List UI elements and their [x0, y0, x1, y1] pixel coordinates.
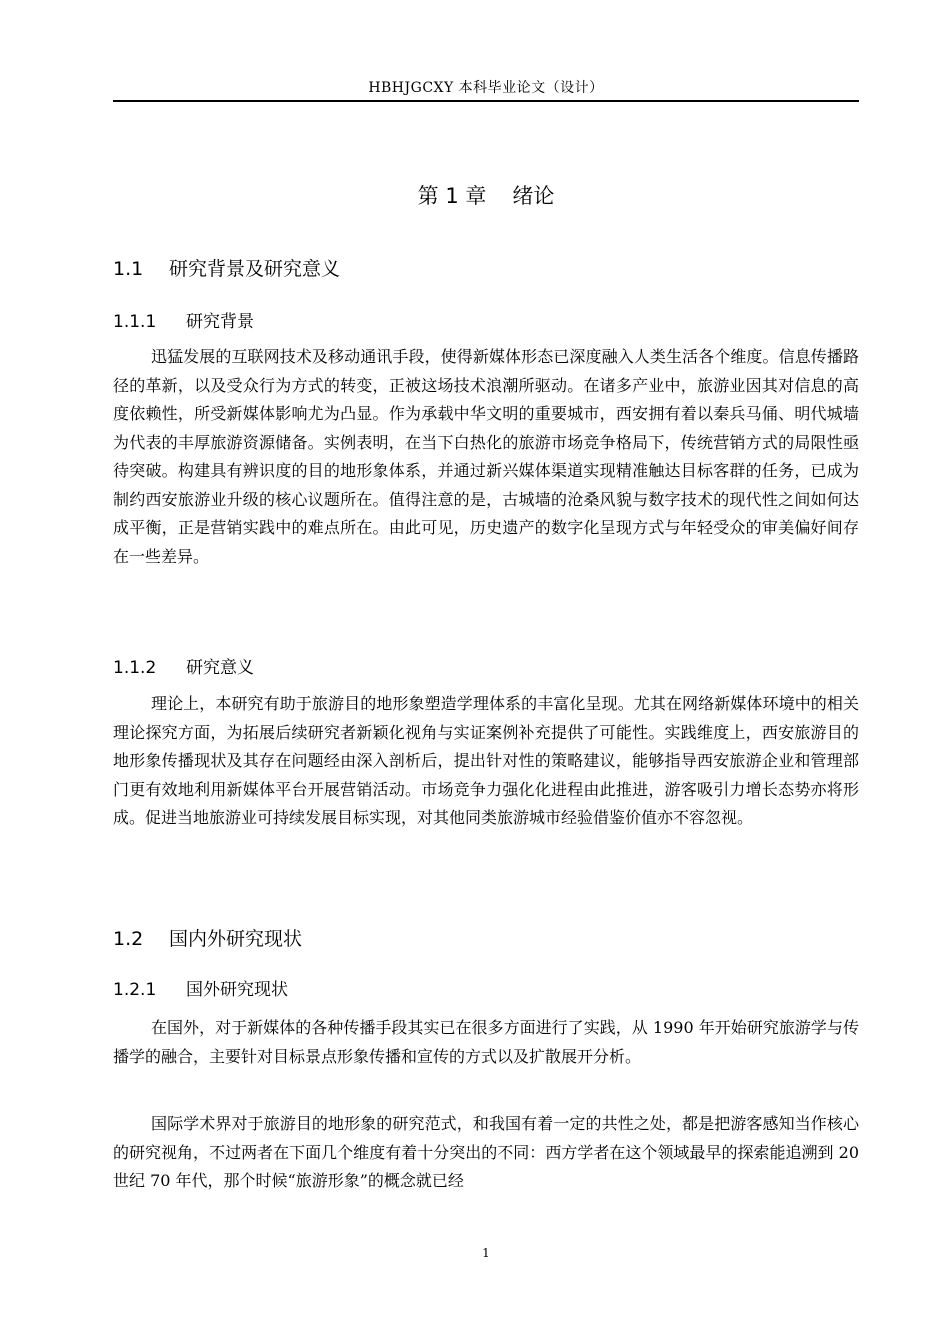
chapter-title	[113, 180, 859, 210]
subsection-number: 1.1.2	[113, 658, 157, 678]
paragraph-research-background: 迅猛发展的互联网技术及移动通讯手段，使得新媒体形态已深度融入人类生活各个维度。信息传播路径的革新，以及受众行为方式的转变，正被这场技术浪潮所驱动。在诸多产业中，旅游业因其对信息的高度依赖性，所受新媒体影响尤为凸显。作为承载中华文明的重要城市，西安拥有着以秦兵马俑、明代城墙为代表的丰厚旅游资源储备。实例表明，在当下白热化的旅游市场竞争格局下，传统营销方式的局限性亟待突破。构建具有辨识度的目的地形象体系，并通过新兴媒体渠道实现精准触达目标客群的任务，已成为制约西安旅游业升级的核心议题所在。值得注意的是，古城墙的沧桑风貌与数字技术的现代性之间如何达成平衡，正是营销实践中的难点所在。由此可见，历史遗产的数字化呈现方式与年轻受众的审美偏好间存在一些差异。	[113, 347, 859, 566]
subsection-heading-1-2-1	[113, 975, 288, 1000]
section-title: 研究背景及研究意义	[169, 258, 341, 280]
subsection-title: 研究意义	[186, 658, 254, 678]
section-heading-1-2	[113, 924, 302, 951]
subsection-number: 1.2.1	[113, 980, 157, 1000]
subsection-number: 1.1.1	[113, 312, 157, 332]
page-number: 1	[482, 1246, 490, 1260]
section-number: 1.2	[113, 928, 144, 950]
section-number: 1.1	[113, 258, 144, 280]
paragraph-foreign-research-2: 国际学术界对于旅游目的地形象的研究范式，和我国有着一定的共性之处，都是把游客感知当作核心的研究视角，不过两者在下面几个维度有着十分突出的不同：西方学者在这个领域最早的探索能追溯到 20 世纪 70 年代，那个时候“旅游形象”的概念就已经	[113, 1114, 859, 1190]
chapter-name: 绪论	[512, 184, 555, 208]
paragraph-foreign-research-1: 在国外，对于新媒体的各种传播手段其实已在很多方面进行了实践，从 1990 年开始研究旅游学与传播学的融合，主要针对目标景点形象传播和宣传的方式以及扩散展开分析。	[113, 1018, 859, 1066]
subsection-title: 研究背景	[186, 312, 254, 332]
section-title: 国内外研究现状	[169, 928, 303, 950]
subsection-heading-1-1-2	[113, 653, 254, 678]
section-heading-1-1	[113, 254, 340, 281]
running-header: HBHJGCXY 本科毕业论文（设计）	[368, 80, 604, 96]
header-divider	[113, 100, 859, 102]
paragraph-research-significance: 理论上，本研究有助于旅游目的地形象塑造学理体系的丰富化呈现。尤其在网络新媒体环境中的相关理论探究方面，为拓展后续研究者新颖化视角与实证案例补充提供了可能性。实践维度上，西安旅游目的地形象传播现状及其存在问题经由深入剖析后，提出针对性的策略建议，能够指导西安旅游企业和管理部门更有效地利用新媒体平台开展营销活动。市场竞争力强化化进程由此推进，游客吸引力增长态势亦将形成。促进当地旅游业可持续发展目标实现，对其他同类旅游城市经验借鉴价值亦不容忽视。	[113, 694, 859, 827]
subsection-title: 国外研究现状	[186, 980, 288, 1000]
chapter-number: 第 1 章	[417, 184, 487, 208]
subsection-heading-1-1-1	[113, 307, 254, 332]
